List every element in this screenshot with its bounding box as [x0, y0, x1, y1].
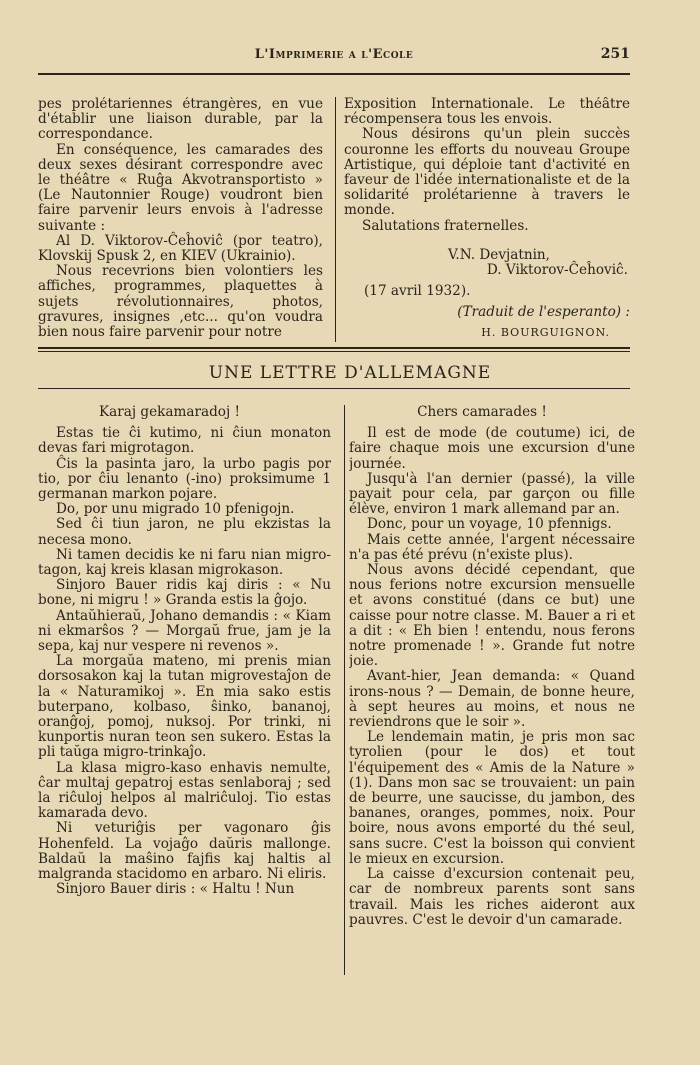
paragraph: Mais cette année, l'argent nécessaire n'a pas été prévu (n'existe plus).: [349, 531, 635, 563]
title-rule: [38, 388, 630, 389]
column-divider: [344, 405, 345, 975]
top-right-column: [344, 97, 630, 347]
paragraph: Salutations fraternelles.: [362, 217, 529, 234]
paragraph: Nous désirons qu'un plein succès couronne les efforts du nouveau Groupe Artistique, qui déploie tant d'activité en faveur de l'idée internationaliste et de la solidarité prolétarienne à travers le monde.: [344, 126, 630, 219]
paragraph: pes prolétariennes étrangères, en vue d'établir une liaison durable, par la correspondance.: [38, 97, 323, 143]
paragraph: Il est de mode (de coutume) ici, de faire chaque mois une excursion d'une journée.: [349, 425, 635, 472]
translation-note: (Traduit de l'esperanto) :: [457, 304, 630, 321]
salutation: Chers camarades !: [417, 405, 547, 420]
bottom-left-column: [38, 405, 331, 985]
salutation: Karaj gekamaradoj !: [99, 405, 240, 420]
paragraph: Nous recevrions bien volontiers les affiches, programmes, plaquettes à sujets révolutionnaires, photos, gravures, insignes ,etc... qu'on voudra bien nous faire parvenir pour notre: [38, 263, 323, 341]
paragraph: La caisse d'excursion contenait peu, car de nombreux parents sont sans travail. Mais les riches aideront aux pauvres. C'est le devoir d'un camarade.: [349, 866, 635, 928]
paragraph: Antaŭhieraŭ, Johano demandis : « Kiam ni ekmarŝos ? — Morgaŭ frue, jam je la sepa, kaj nur vespere ni revenos ».: [38, 607, 331, 655]
paragraph: Exposition Internationale. Le théâtre récompensera tous les envois.: [344, 97, 630, 128]
paragraph: En conséquence, les camarades des deux sexes désirant correspondre avec le théâtre « Ruĝa Akvotransportisto » (Le Nautonnier Rouge) voudront bien faire parvenir leurs envois à l'adresse suivante :: [38, 141, 323, 234]
running-title: L'Imprimerie a l'Ecole: [254, 47, 414, 62]
paragraph: Sinjoro Bauer ridis kaj diris : « Nu bone, ni migru ! » Granda estis la ĝojo.: [38, 577, 331, 609]
bottom-right-column: [349, 405, 635, 985]
signature: D. Viktorov-Ĉeĥoviĉ.: [486, 262, 628, 279]
header-rule: [38, 73, 630, 75]
paragraph: Ni tamen decidis ke ni faru nian migro-tagon, kaj kreis klasan migrokason.: [38, 546, 331, 579]
page-number: 251: [600, 46, 630, 62]
paragraph: Jusqu'à l'an dernier (passé), la ville payait pour cela, par garçon ou fille élève, environ 1 mark allemand par an.: [349, 470, 635, 518]
section-rule: [38, 351, 630, 352]
paragraph: Estas tie ĉi kutimo, ni ĉiun monaton devas fari migrotagon.: [38, 425, 331, 457]
paragraph: Sed ĉi tiun jaron, ne plu ekzistas la necesa mono.: [38, 516, 331, 548]
section-rule: [38, 347, 630, 349]
paragraph: Nous avons décidé cependant, que nous ferions notre excursion mensuelle et avons constitué (dans ce but) une caisse pour notre classe. M. Bauer a ri et a dit : « Eh bien ! entendu, nous ferons notre promenade ! ». Grande fut notre joie.: [349, 562, 635, 670]
paragraph: La morgaŭa mateno, mi prenis mian dorsosakon kaj la tutan migrovestaĵon de la « Naturamikoj ». En mia sako estis buterpano, kolbaso, ŝinko, bananoj, oranĝoj, pomoj, nuksoj. Por trinki, ni kunportis nuran teon sen sukero. Estas la pli taŭga migro-trinkaĵo.: [38, 653, 331, 761]
translator: H. BOURGUIGNON.: [481, 325, 610, 339]
paragraph: Sinjoro Bauer diris : « Haltu ! Nun: [56, 881, 295, 898]
section-title: UNE LETTRE D'ALLEMAGNE: [208, 363, 492, 383]
paragraph: Le lendemain matin, je pris mon sac tyrolien (pour le dos) et tout l'équipement des « Amis de la Nature » (1). Dans mon sac se trouvaient: un pain de beurre, une saucisse, du jambon, des bananes, oranges, pommes, noix. Pour boire, nous avons emporté du thé seul, sans sucre. C'est la boisson qui convient le mieux en excursion.: [349, 729, 635, 867]
paragraph: Avant-hier, Jean demanda: « Quand irons-nous ? — Demain, de bonne heure, à sept heures au moins, et nous ne reviendrons que le soir ».: [349, 668, 635, 731]
paragraph: Al D. Viktorov-Ĉeĥoviĉ (por teatro), Klovskij Spusk 2, en KIEV (Ukrainio).: [38, 232, 323, 265]
paragraph: Ĉis la pasinta jaro, la urbo pagis por tio, por ĉiu lenanto (-ino) proksimume 1 germanan markon pojare.: [38, 455, 331, 503]
paragraph: Do, por unu migrado 10 pfenigojn.: [56, 501, 295, 518]
top-left-column: [38, 97, 323, 347]
running-head: [38, 47, 630, 67]
paragraph: La klasa migro-kaso enhavis nemulte, ĉar multaj gepatroj estas senlaboraj ; sed la riĉuloj helpos al malriĉuloj. Tio estas kamarada devo.: [38, 759, 331, 822]
date: (17 avril 1932).: [364, 283, 471, 300]
paragraph: Ni veturiĝis per vagonaro ĝis Hohenfeld. La vojaĝo daŭris mallonge. Baldaŭ la maŝino fajfis kaj haltis al malgranda stacidomo en arbaro. Ni eliris.: [38, 820, 331, 883]
column-divider: [335, 97, 336, 342]
paragraph: Donc, pour un voyage, 10 pfennigs.: [367, 516, 612, 533]
signature: V.N. Devjatnin,: [447, 246, 550, 263]
